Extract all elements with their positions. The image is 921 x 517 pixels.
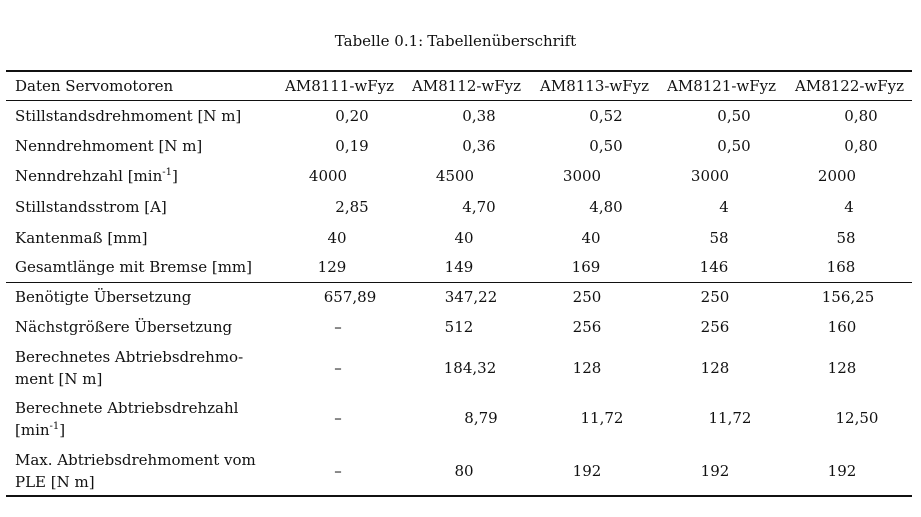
table-cell: 128 [827, 359, 857, 377]
table-cell: 2,85 [335, 198, 369, 216]
row-label: Nenndrehmoment [N m] [15, 137, 203, 155]
table-cell: 2000 [817, 167, 857, 185]
table-cell: 8,79 [464, 409, 498, 427]
table-cell: 168 [826, 258, 856, 276]
caption-text: Tabellenüberschrift [427, 32, 577, 50]
table-cell: 58 [836, 229, 856, 247]
table-cell: 40 [454, 229, 474, 247]
table-cell: – [334, 409, 342, 427]
table-cell: 3000 [562, 167, 602, 185]
table-cell: 184,32 [443, 359, 497, 377]
unit-exponent: -1 [162, 167, 172, 178]
table-cell: 58 [709, 229, 729, 247]
table-top-rule [6, 70, 912, 72]
table-cell: 128 [700, 359, 730, 377]
header-am8111: AM8111-wFyz [285, 77, 395, 95]
caption-label: Tabelle 0.1: [334, 32, 424, 50]
table-cell: 0,50 [717, 107, 751, 125]
table-cell: 11,72 [580, 409, 624, 427]
table-bottom-rule [6, 495, 912, 497]
table-cell: 40 [581, 229, 601, 247]
row-label-text: Nenndrehzahl [min [15, 167, 163, 185]
header-am8122: AM8122-wFyz [795, 77, 905, 95]
table-cell: 512 [444, 318, 474, 336]
table-mid-rule [6, 282, 912, 283]
table-cell: 129 [317, 258, 347, 276]
table-cell: 149 [444, 258, 474, 276]
row-label-line2-post: ] [59, 421, 66, 439]
row-label-bracket: ] [172, 167, 178, 185]
header-am8121: AM8121-wFyz [667, 77, 777, 95]
table-cell: 192 [700, 462, 730, 480]
table-cell: – [334, 462, 342, 480]
table-cell: 4000 [308, 167, 348, 185]
table-cell: 250 [700, 288, 730, 306]
table-cell: 0,50 [589, 137, 623, 155]
table-cell: 4 [844, 198, 854, 216]
table-cell: 0,36 [462, 137, 496, 155]
table-cell: 4,80 [589, 198, 623, 216]
row-label-line1: Berechnete Abtriebsdrehzahl [15, 399, 239, 417]
row-label: Stillstandsstrom [A] [15, 198, 167, 216]
table-cell: 0,38 [462, 107, 496, 125]
table-cell: 4500 [435, 167, 475, 185]
table-header-rule [6, 100, 912, 101]
table-cell: 0,52 [589, 107, 623, 125]
row-label-line2: ment [N m] [15, 370, 103, 388]
header-am8112: AM8112-wFyz [412, 77, 522, 95]
row-label: Kantenmaß [mm] [15, 229, 148, 247]
header-data-servomotoren: Daten Servomotoren [15, 77, 174, 95]
table-cell: 156,25 [821, 288, 875, 306]
table-cell: 3000 [690, 167, 730, 185]
row-label: Nächstgrößere Übersetzung [15, 318, 233, 336]
table-cell: 657,89 [323, 288, 377, 306]
table-cell: 0,80 [844, 137, 878, 155]
row-label-line2-pre: [min [15, 421, 50, 439]
unit-exponent: -1 [49, 421, 60, 432]
table-cell: 160 [827, 318, 857, 336]
table-cell: 192 [572, 462, 602, 480]
table-cell: 4,70 [462, 198, 496, 216]
table-cell: 256 [700, 318, 730, 336]
table-caption [0, 31, 911, 51]
table-cell: 4 [719, 198, 729, 216]
table-cell: 0,50 [717, 137, 751, 155]
table-cell: 12,50 [835, 409, 879, 427]
table-cell: 80 [454, 462, 474, 480]
row-label: Stillstandsdrehmoment [N m] [15, 107, 242, 125]
table-cell: 0,80 [844, 107, 878, 125]
table-cell: 347,22 [444, 288, 498, 306]
row-label [15, 397, 265, 441]
table-cell: 250 [572, 288, 602, 306]
table-cell: 256 [572, 318, 602, 336]
row-label-line2: PLE [N m] [15, 473, 95, 491]
table-cell: – [334, 318, 342, 336]
table-cell: 0,20 [335, 107, 369, 125]
table-cell: 169 [571, 258, 601, 276]
header-am8113: AM8113-wFyz [540, 77, 650, 95]
row-label: Gesamtlänge mit Bremse [mm] [15, 258, 253, 276]
row-label [15, 165, 265, 187]
table-cell: 0,19 [335, 137, 369, 155]
row-label: Benötigte Übersetzung [15, 288, 192, 306]
row-label [15, 449, 265, 493]
table-cell: 192 [827, 462, 857, 480]
table-cell: 11,72 [708, 409, 752, 427]
table-cell: 128 [572, 359, 602, 377]
row-label [15, 346, 265, 390]
table-cell: 146 [699, 258, 729, 276]
row-label-line1: Max. Abtriebsdrehmoment vom [15, 451, 256, 469]
row-label-line1: Berechnetes Abtriebsdrehmo- [15, 348, 244, 366]
table-cell: 40 [327, 229, 347, 247]
table-cell: – [334, 359, 342, 377]
